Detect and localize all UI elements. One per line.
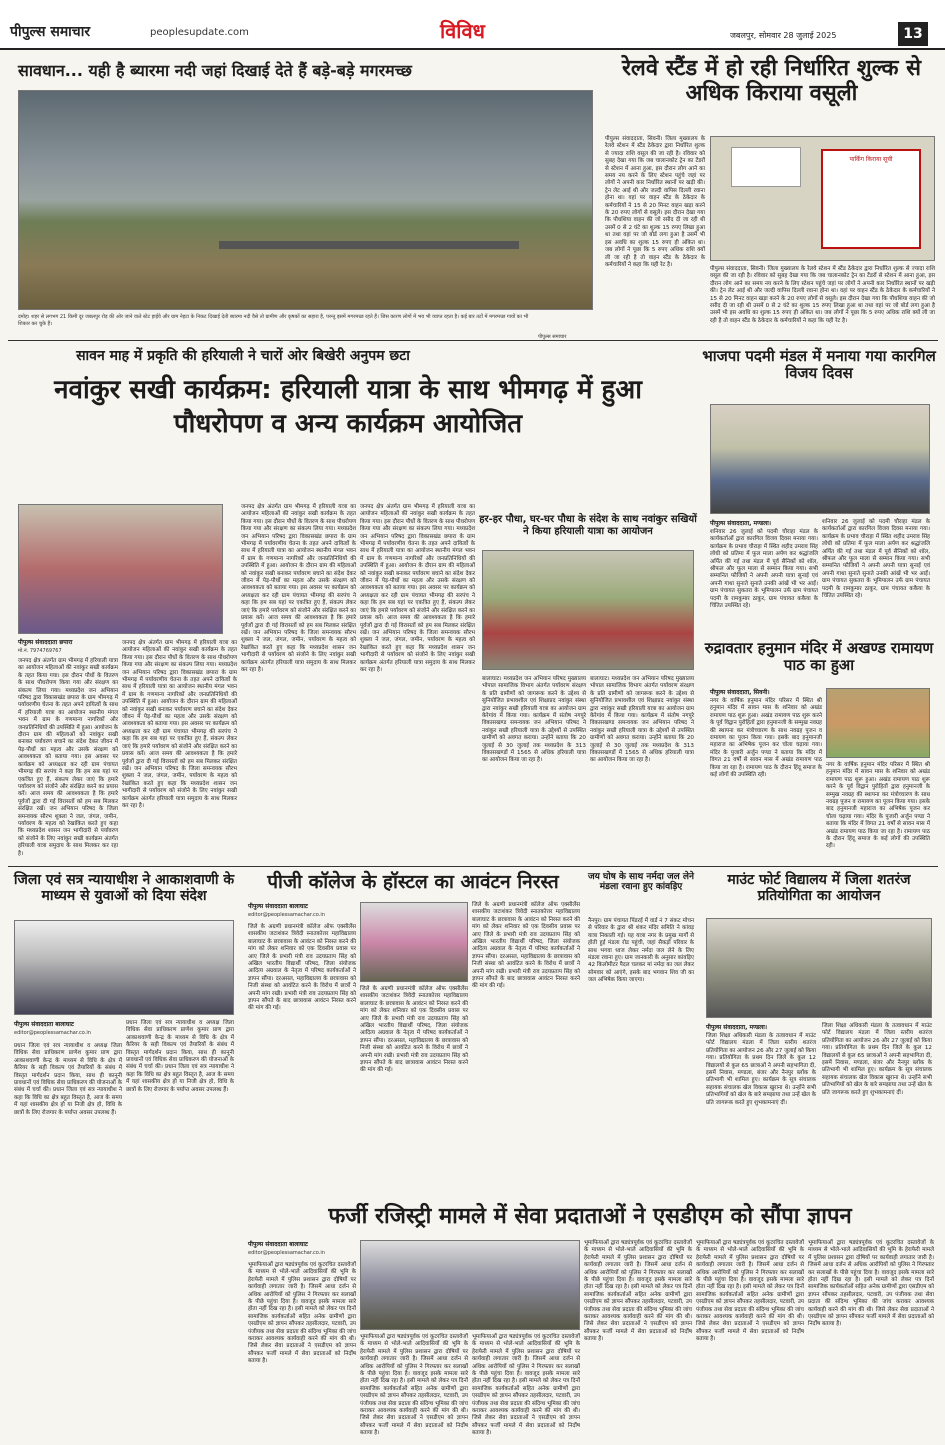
headline: रुद्रावतार हनुमान मंदिर में अखण्ड रामायण पाठ का हुआ	[704, 639, 934, 675]
email: editor@peoplessamachar.co.in	[248, 1250, 325, 1256]
article-judge	[8, 868, 240, 1428]
temple-photo	[826, 688, 930, 758]
section-title: विविध	[440, 19, 485, 43]
article-body-5: भूमाफियाओं द्वारा षड्यंत्रपूर्वक एवं कूटरचित दस्तावेजों के माध्यम से भोले-भाले आदिवासियों की भूमि के हेराफेरी मामले में पुलिस प्रशासन द्वारा दोषियों पर कार्यवाही लगातार जारी है। जिसमें आधा दर्जन से अधिक आरोपियों को पुलिस ने गिरफ्तार कर सलाखों के पीछे पहुंचा दिया है। वावजूद इसके मामला सारे होता नहीं दिख रहा है। इसी मामले को लेकर पत्र दिनों सामाजिक कार्यकर्ताओं सहित अनेक ग्रामीणों द्वारा एसडीएम को ज्ञापन सौंपकर तहसीलदार, पटवारी, उप पंजीयक तथा सेवा प्रदाता की संदिग्ध भूमिका की जांच कराकर आवश्यक कार्यवाही करने की मांग की थी। जिसे लेकर सेवा प्रदाताओं ने एसडीएम को ज्ञापन सौंपकर फर्जी मामले में सेवा प्रदाताओं को निर्दोष बताया है।	[696, 1240, 804, 1343]
page-number: 13	[898, 22, 928, 46]
article-body-cont: पीपुल्स संवाददाता, सिवनी। जिला मुख्यालय के रेलवे स्टेशन में स्टैंड ठेकेदार द्वारा निर्धारित शुल्क से ज्यादा राशि वसूल की जा रही है। रविवार को सुबह देखा गया कि जब चालानकोट ट्रेन का टेंडरों से स्टेशन में आना हुआ, इस दौरान लोग आने का समय नय करने के लिए स्टेशन पहुंचे जहां पर लोगों ने अपनी कार निर्धारित स्थानों पर खड़ी की। ट्रेन लेट आई थी और जल्दी वापिस दिल्ली रवाना होना था। वहां पर वाहन स्टैंड के ठेकेदार के कर्मचारियों ने 15 से 20 मिनट वाहन खड़ा करने के 20 रुपए लोगों से वसूले। इस दौरान देखा गया कि पौधशिया वाहन की जो रसीद दी जा रही थी उसमें 0 से 2 घंटे का शुल्क 15 रुपए लिखा हुआ था तथा वहां पर जो बोर्ड लगा हुआ है उसमें भी इस अवधि का शुल्क 15 रुपए ही अंकित था। जब लोगों ने पूछा कि 5 रुपए अधिक राशि क्यों ली जा रही है तो वाहन स्टैंड के ठेकेदार के कर्मचारियों ने कहा कि यही रेट है।	[710, 266, 935, 324]
headline: जय घोष के साथ नर्मदा जल लेने मंडला रवाना हुए कांवड़िए	[588, 872, 694, 893]
dateline: जबलपुर, सोमवार 28 जुलाई 2025	[730, 31, 837, 40]
headline: जिला एवं सत्र न्यायाधीश ने आकाशवाणी के माध्यम से युवाओं को दिया संदेश	[13, 872, 235, 905]
article-kanwar	[584, 868, 698, 1198]
article-body-2: जिले के अग्रणी प्रधानमंत्री कॉलेज ऑफ एक्सीलेंस शासकीय जटाशंकर त्रिवेदी स्नातकोत्तर महाविद्यालय बालाघाट के छात्रावास के आवंटन को निरस्त करने की मांग को लेकर शनिवार को एक दिवसीय प्रवास पर आए जिले के प्रभारी मंत्री राव उदयप्रताप सिंह को अखिल भारतीय विद्यार्थी परिषद, जिला संयोजक आदित्य अग्रवाल के नेतृत्व में परिषद कार्यकर्ताओं ने ज्ञापन सौंपा। दरअसल, महाविद्यालय के छात्रावास को निजी संस्था को आवंटित करने के विरोध में छात्रों ने अपनी मांग रखी। प्रभारी मंत्री राव उदयप्रताप सिंह को ज्ञापन सौंपते के बाद छात्रावास आवंटन निरस्त करने की मांग की गई।	[360, 986, 468, 1074]
byline: पीपुल्स संवाददाता बालाघाट	[248, 903, 308, 910]
headline: सावधान... यही है ब्यारमा नदी जहां दिखाई देते हैं बड़े-बड़े मगरमच्छ	[18, 61, 412, 80]
memo-photo	[360, 1240, 580, 1330]
article-body-4: भूमाफियाओं द्वारा षड्यंत्रपूर्वक एवं कूटरचित दस्तावेजों के माध्यम से भोले-भाले आदिवासियों की भूमि के हेराफेरी मामले में पुलिस प्रशासन द्वारा दोषियों पर कार्यवाही लगातार जारी है। जिसमें आधा दर्जन से अधिक आरोपियों को पुलिस ने गिरफ्तार कर सलाखों के पीछे पहुंचा दिया है। वावजूद इसके मामला सारे होता नहीं दिख रहा है। इसी मामले को लेकर पत्र दिनों सामाजिक कार्यकर्ताओं सहित अनेक ग्रामीणों द्वारा एसडीएम को ज्ञापन सौंपकर तहसीलदार, पटवारी, उप पंजीयक तथा सेवा प्रदाता की संदिग्ध भूमिका की जांच कराकर आवश्यक कार्यवाही करने की मांग की थी। जिसे लेकर सेवा प्रदाताओं ने एसडीएम को ज्ञापन सौंपकर फर्जी मामले में सेवा प्रदाताओं को निर्दोष बताया है।	[584, 1240, 692, 1343]
email: editor@peoplessamachar.co.in	[248, 912, 325, 918]
article-chess	[700, 868, 938, 1198]
article-body-3: जिले के अग्रणी प्रधानमंत्री कॉलेज ऑफ एक्सीलेंस शासकीय जटाशंकर त्रिवेदी स्नातकोत्तर महाविद्यालय बालाघाट के छात्रावास के आवंटन को निरस्त करने की मांग को लेकर शनिवार को एक दिवसीय प्रवास पर आए जिले के प्रभारी मंत्री राव उदयप्रताप सिंह को अखिल भारतीय विद्यार्थी परिषद, जिला संयोजक आदित्य अग्रवाल के नेतृत्व में परिषद कार्यकर्ताओं ने ज्ञापन सौंपा। दरअसल, महाविद्यालय के छात्रावास को निजी संस्था को आवंटित करने के विरोध में छात्रों ने अपनी मांग रखी। प्रभारी मंत्री राव उदयप्रताप सिंह को ज्ञापन सौंपते के बाद छात्रावास आवंटन निरस्त करने की मांग की गई।	[472, 902, 580, 990]
article-body: जिले के अग्रणी प्रधानमंत्री कॉलेज ऑफ एक्सीलेंस शासकीय जटाशंकर त्रिवेदी स्नातकोत्तर महाविद्यालय बालाघाट के छात्रावास के आवंटन को निरस्त करने की मांग को लेकर शनिवार को एक दिवसीय प्रवास पर आए जिले के प्रभारी मंत्री राव उदयप्रताप सिंह को अखिल भारतीय विद्यार्थी परिषद, जिला संयोजक आदित्य अग्रवाल के नेतृत्व में परिषद कार्यकर्ताओं ने ज्ञापन सौंपा। दरअसल, महाविद्यालय के छात्रावास को निजी संस्था को आवंटित करने के विरोध में छात्रों ने अपनी मांग रखी। प्रभारी मंत्री राव उदयप्रताप सिंह को ज्ञापन सौंपते के बाद छात्रावास आवंटन निरस्त करने की मांग की गई।	[248, 924, 356, 1012]
article-body-2: शनिवार 26 जुलाई को पदमी चौराहा मंडल के कार्यकर्ताओं द्वारा कारगिल विजय दिवस मनाया गया। कार्यक्रम के प्रभाव चौराहा में स्थित शहीद उमराव सिंह लोधी को प्रतिमा में फूल माला अर्पण कर श्रद्धांजलि अर्पित की गई तथा मंडल में पूर्व सैनिकों को शॉल, श्रीफल और फूल माला से सम्मान किया गया। सभी सम्मानित फौजियों ने अपनी अपनी यात्रा सुनाई एवं अपनी गाथा सुनाते सुनाते उनकी आंखें भी भर आईं। ग्राम पंचायत सुकतरा के भूमिपालन उर्फ ग्राम पंचायत पदमी के रामकुमार ठाकुर, ग्राम पंचायत ककैया के चिंतित उपस्थित रहे।	[822, 519, 930, 600]
byline: पीपुल्स संवाददाता, मण्डला।	[706, 1024, 768, 1031]
article-fake-registry	[242, 1200, 938, 1437]
parking-sign: पार्किंग किराया सूची	[821, 149, 921, 249]
headline: हर-हर पौधा, घर-घर पौधा के संदेश के साथ नवांकुर सखियों ने किया हरियाली यात्रा का आयोजन	[479, 514, 697, 537]
article-pg-college	[242, 868, 584, 1198]
article-body: जनपद क्षेत्र अंतर्गत ग्राम भीमगढ़ में हरियाली यात्रा का आयोजन महिलाओं की नवांकुर सखी कार्यक्रम के तहत किया गया। इस दौरान पौधों के वितरण के साथ पौधरोपण किया गया और संरक्षण का संकल्प लिया गया। मध्यप्रदेश जन अभियान परिषद द्वारा विकासखंड छपारा के ग्राम भीमगढ़ में पर्यावरणीय चेतना के तहत अपने दायित्वों के साथ में हरियाली यात्रा का आयोजन स्थानीय मंगल भवन में ग्राम के गणमान्य नागरिकों और जनप्रतिनिधियों की उपस्थिति में हुआ। आयोजन के दौरान ग्राम की महिलाओं को नवांकुर सखी बनाकर पर्यावरण बचाने का संदेश देकर जीवन में पेड़-पौधों का महत्व और उसके संरक्षण को आवश्यकता को बताया गया। इस अवसर पर कार्यक्रम को अध्यक्षता कर रही ग्राम पंचायत भीमगढ़ की सरपंच ने कहा कि हम सब यहां पर एकत्रित हुए हैं, संकल्प लेकर जाएं कि हमारे पर्यावरण को संजोने और संरक्षित करने का प्रयास करें। आज समय की आवश्यकता है कि हमारे पूर्वजों द्वारा दी गई विरासतों को हम सब मिलकर संरक्षित रखें। जन अभियान परिषद के जिला समन्वयक सौरभ शुक्ला ने जल, जंगल, जमीन, पर्यावरण के महत्व को रेखांकित करते हुए कहा कि मध्यप्रदेश शासन जन भागीदारी से पर्यावरण को संजोने के लिए नवांकुर सखी कार्यक्रम अंतर्गत हरियाली यात्रा समुदाय के साथ मिलकर कर रहा है।	[18, 658, 118, 857]
college-photo	[360, 902, 468, 982]
article-body: जिला शिक्षा अधिकारी मंडला के तत्वावधान में माउंट फोर्ट विद्यालय मंडला में जिला स्तरीय शतरंज प्रतियोगिता का आयोजन 26 और 27 जुलाई को किया गया। प्रतियोगिता के प्रथम दिन जिले के कुल 12 विद्यालयों से कुल 65 छात्राओं ने अपनी सहभागिता दी, इसमें निवास, मण्डला, बंजर और नैनपुर ब्लॉक के प्रतिभागी भी शामिल हुए। कार्यक्रम के सूत्र संचालक सहायक संचालक खेल विकास खुराना थे। उन्होंने सभी प्रतिभागियों को खेल के बारे समझाया तथा उन्हें खेल के प्रति जागरूक करते हुए शुभकामनाएं दीं।	[706, 1033, 816, 1106]
yatra-photo	[482, 550, 694, 670]
judge-photo	[14, 920, 234, 1015]
article-kargil	[700, 344, 938, 634]
chess-photo	[706, 918, 932, 1018]
article-body-3: जनपद क्षेत्र अंतर्गत ग्राम भीमगढ़ में हरियाली यात्रा का आयोजन महिलाओं की नवांकुर सखी कार्यक्रम के तहत किया गया। इस दौरान पौधों के वितरण के साथ पौधरोपण किया गया और संरक्षण का संकल्प लिया गया। मध्यप्रदेश जन अभियान परिषद द्वारा विकासखंड छपारा के ग्राम भीमगढ़ में पर्यावरणीय चेतना के तहत अपने दायित्वों के साथ में हरियाली यात्रा का आयोजन स्थानीय मंगल भवन में ग्राम के गणमान्य नागरिकों और जनप्रतिनिधियों की उपस्थिति में हुआ। आयोजन के दौरान ग्राम की महिलाओं को नवांकुर सखी बनाकर पर्यावरण बचाने का संदेश देकर जीवन में पेड़-पौधों का महत्व और उसके संरक्षण को आवश्यकता को बताया गया। इस अवसर पर कार्यक्रम को अध्यक्षता कर रही ग्राम पंचायत भीमगढ़ की सरपंच ने कहा कि हम सब यहां पर एकत्रित हुए हैं, संकल्प लेकर जाएं कि हमारे पर्यावरण को संजोने और संरक्षित करने का प्रयास करें। आज समय की आवश्यकता है कि हमारे पूर्वजों द्वारा दी गई विरासतों को हम सब मिलकर संरक्षित रखें। जन अभियान परिषद के जिला समन्वयक सौरभ शुक्ला ने जल, जंगल, जमीन, पर्यावरण के महत्व को रेखांकित करते हुए कहा कि मध्यप्रदेश शासन जन भागीदारी से पर्यावरण को संजोने के लिए नवांकुर सखी कार्यक्रम अंतर्गत हरियाली यात्रा समुदाय के साथ मिलकर कर रहा है।	[241, 504, 356, 673]
mobile-number: मो.नं. 7974769767	[18, 648, 62, 654]
article-green-yatra	[478, 510, 698, 864]
headline: फर्जी रजिस्ट्री मामले में सेवा प्रदाताओं ने एसडीएम को सौंपा ज्ञापन	[328, 1204, 852, 1229]
article-body-2: प्रधान जिला एवं सत्र न्यायाधीश व अध्यक्ष जिला विधिक सेवा प्राधिकरण प्राणेश कुमार प्राण द्वारा आकाशवाणी केन्द्र के माध्यम से विधि के क्षेत्र में कैरियर के सही विकल्प एवं तैयारियों के संबंध में विस्तृत मार्गदर्शन प्रदान किया, साथ ही कानूनी प्रावधानों एवं विधिक सेवा प्राधिकरण की योजनाओं के संबंध में चर्चा की। प्रधान जिला एवं सत्र न्यायाधीश ने कहा कि विधि का क्षेत्र बहुत विस्तृत है, आज के समय में यहां शासकीय क्षेत्र हो या निजी क्षेत्र हो, विधि के छात्रों के लिए रोजगार के पर्याप्त अवसर उपलब्ध हैं।	[126, 1020, 234, 1093]
article-hanuman	[700, 636, 938, 864]
headline: नवांकुर सखी कार्यक्रम: हरियाली यात्रा के साथ भीमगढ़ में हुआ पौधरोपण व अन्य कार्यक्रम आयोजित	[54, 375, 642, 439]
photo-credit: पीपुल्स समाचार	[538, 334, 567, 340]
site-url: peoplesupdate.com	[150, 27, 249, 38]
article-body-6: भूमाफियाओं द्वारा षड्यंत्रपूर्वक एवं कूटरचित दस्तावेजों के माध्यम से भोले-भाले आदिवासियों की भूमि के हेराफेरी मामले में पुलिस प्रशासन द्वारा दोषियों पर कार्यवाही लगातार जारी है। जिसमें आधा दर्जन से अधिक आरोपियों को पुलिस ने गिरफ्तार कर सलाखों के पीछे पहुंचा दिया है। वावजूद इसके मामला सारे होता नहीं दिख रहा है। इसी मामले को लेकर पत्र दिनों सामाजिक कार्यकर्ताओं सहित अनेक ग्रामीणों द्वारा एसडीएम को ज्ञापन सौंपकर तहसीलदार, पटवारी, उप पंजीयक तथा सेवा प्रदाता की संदिग्ध भूमिका की जांच कराकर आवश्यक कार्यवाही करने की मांग की थी। जिसे लेकर सेवा प्रदाताओं ने एसडीएम को ज्ञापन सौंपकर फर्जी मामले में सेवा प्रदाताओं को निर्दोष बताया है।	[808, 1240, 934, 1328]
headline: माउंट फोर्ट विद्यालय में जिला शतरंज प्रतियोगिता का आयोजन	[727, 872, 911, 905]
kargil-photo	[710, 404, 930, 514]
headline: रेलवे स्टैंड में हो रही निर्धारित शुल्क से अधिक किराया वसूली	[621, 56, 922, 107]
article-body: प्रधान जिला एवं सत्र न्यायाधीश व अध्यक्ष जिला विधिक सेवा प्राधिकरण प्राणेश कुमार प्राण द्वारा आकाशवाणी केन्द्र के माध्यम से विधि के क्षेत्र में कैरियर के सही विकल्प एवं तैयारियों के संबंध में विस्तृत मार्गदर्शन प्रदान किया, साथ ही कानूनी प्रावधानों एवं विधिक सेवा प्राधिकरण की योजनाओं के संबंध में चर्चा की। प्रधान जिला एवं सत्र न्यायाधीश ने कहा कि विधि का क्षेत्र बहुत विस्तृत है, आज के समय में यहां शासकीय क्षेत्र हो या निजी क्षेत्र हो, विधि के छात्रों के लिए रोजगार के पर्याप्त अवसर उपलब्ध हैं।	[14, 1043, 122, 1116]
article-river	[8, 56, 603, 356]
byline: पीपुल्स संवाददाता, मण्डला।	[710, 520, 772, 527]
photo-caption: दमोह। शहर से लगभग 21 किमी दूर जबलपुर रोड़ की ओर जाने वाले स्टेट हाईवे और ग्राम नेहटा के निकट दिखाई देती ब्यारमा नदी वैसे तो ग्रामीण और कृषकों का सहारा है, परन्तु इसमें मगरमच्छ रहते हैं। जिस कारण लोगों में भय भी व्याप्त रहता है। कई बार तटों में मगरमच्छ गायों का भी शिकार कर चुके हैं।	[18, 314, 529, 327]
article-body: नगर के वार्षिक हनुमान मंदिर परिसर में स्थित श्री हनुमान मंदिर में सावन मास के शनिवार को अखंड रामायण पाठ शुरू हुआ। अखंड रामायण पाठ शुरू करने के पूर्व विद्वान पुरोहितों द्वारा हनुमानजी के सम्मुख नवग्रह की स्थापना कर मंत्रोच्चारण के साथ नवग्रह पूजन व रामायण का पूजन किया गया। इसके बाद हनुमानजी महाराज का अभिषेक पूजन कर चोला चढ़ाया गया। मंदिर के पुजारी अर्जुन पण्डा ने बताया कि मंदिर में विगत 21 वर्षों से सावन मास में अखंड रामायण पाठ किया जा रहा है। रामायण पाठ के दौरान हिंदू समाज के कई लोगों की उपस्थिति रही।	[710, 698, 822, 779]
article-body-2: जिला शिक्षा अधिकारी मंडला के तत्वावधान में माउंट फोर्ट विद्यालय मंडला में जिला स्तरीय शतरंज प्रतियोगिता का आयोजन 26 और 27 जुलाई को किया गया। प्रतियोगिता के प्रथम दिन जिले के कुल 12 विद्यालयों से कुल 65 छात्राओं ने अपनी सहभागिता दी, इसमें निवास, मण्डला, बंजर और नैनपुर ब्लॉक के प्रतिभागी भी शामिल हुए। कार्यक्रम के सूत्र संचालक सहायक संचालक खेल विकास खुराना थे। उन्होंने सभी प्रतिभागियों को खेल के बारे समझाया तथा उन्हें खेल के प्रति जागरूक करते हुए शुभकामनाएं दीं।	[822, 1023, 932, 1096]
river-photo	[18, 90, 593, 310]
article-railway-stand	[605, 56, 938, 340]
article-body-3: भूमाफियाओं द्वारा षड्यंत्रपूर्वक एवं कूटरचित दस्तावेजों के माध्यम से भोले-भाले आदिवासियों की भूमि के हेराफेरी मामले में पुलिस प्रशासन द्वारा दोषियों पर कार्यवाही लगातार जारी है। जिसमें आधा दर्जन से अधिक आरोपियों को पुलिस ने गिरफ्तार कर सलाखों के पीछे पहुंचा दिया है। वावजूद इसके मामला सारे होता नहीं दिख रहा है। इसी मामले को लेकर पत्र दिनों सामाजिक कार्यकर्ताओं सहित अनेक ग्रामीणों द्वारा एसडीएम को ज्ञापन सौंपकर तहसीलदार, पटवारी, उप पंजीयक तथा सेवा प्रदाता की संदिग्ध भूमिका की जांच कराकर आवश्यक कार्यवाही करने की मांग की थी। जिसे लेकर सेवा प्रदाताओं ने एसडीएम को ज्ञापन सौंपकर फर्जी मामले में सेवा प्रदाताओं को निर्दोष बताया है।	[472, 1334, 580, 1437]
headline: पीजी कॉलेज के हॉस्टल का आवंटन निरस्त	[267, 871, 559, 893]
article-body: भूमाफियाओं द्वारा षड्यंत्रपूर्वक एवं कूटरचित दस्तावेजों के माध्यम से भोले-भाले आदिवासियों की भूमि के हेराफेरी मामले में पुलिस प्रशासन द्वारा दोषियों पर कार्यवाही लगातार जारी है। जिसमें आधा दर्जन से अधिक आरोपियों को पुलिस ने गिरफ्तार कर सलाखों के पीछे पहुंचा दिया है। वावजूद इसके मामला सारे होता नहीं दिख रहा है। इसी मामले को लेकर पत्र दिनों सामाजिक कार्यकर्ताओं सहित अनेक ग्रामीणों द्वारा एसडीएम को ज्ञापन सौंपकर तहसीलदार, पटवारी, उप पंजीयक तथा सेवा प्रदाता की संदिग्ध भूमिका की जांच कराकर आवश्यक कार्यवाही करने की मांग की थी। जिसे लेकर सेवा प्रदाताओं ने एसडीएम को ज्ञापन सौंपकर फर्जी मामले में सेवा प्रदाताओं को निर्दोष बताया है।	[248, 1262, 356, 1365]
gathering-photo	[18, 504, 223, 634]
byline: पीपुल्स संवाददाता बालाघाट	[14, 1021, 74, 1028]
article-body-4: जनपद क्षेत्र अंतर्गत ग्राम भीमगढ़ में हरियाली यात्रा का आयोजन महिलाओं की नवांकुर सखी कार्यक्रम के तहत किया गया। इस दौरान पौधों के वितरण के साथ पौधरोपण किया गया और संरक्षण का संकल्प लिया गया। मध्यप्रदेश जन अभियान परिषद द्वारा विकासखंड छपारा के ग्राम भीमगढ़ में पर्यावरणीय चेतना के तहत अपने दायित्वों के साथ में हरियाली यात्रा का आयोजन स्थानीय मंगल भवन में ग्राम के गणमान्य नागरिकों और जनप्रतिनिधियों की उपस्थिति में हुआ। आयोजन के दौरान ग्राम की महिलाओं को नवांकुर सखी बनाकर पर्यावरण बचाने का संदेश देकर जीवन में पेड़-पौधों का महत्व और उसके संरक्षण को आवश्यकता को बताया गया। इस अवसर पर कार्यक्रम को अध्यक्षता कर रही ग्राम पंचायत भीमगढ़ की सरपंच ने कहा कि हम सब यहां पर एकत्रित हुए हैं, संकल्प लेकर जाएं कि हमारे पर्यावरण को संजोने और संरक्षित करने का प्रयास करें। आज समय की आवश्यकता है कि हमारे पूर्वजों द्वारा दी गई विरासतों को हम सब मिलकर संरक्षित रखें। जन अभियान परिषद के जिला समन्वयक सौरभ शुक्ला ने जल, जंगल, जमीन, पर्यावरण के महत्व को रेखांकित करते हुए कहा कि मध्यप्रदेश शासन जन भागीदारी से पर्यावरण को संजोने के लिए नवांकुर सखी कार्यक्रम अंतर्गत हरियाली यात्रा समुदाय के साथ मिलकर कर रहा है।	[360, 504, 475, 673]
headline: भाजपा पदमी मंडल में मनाया गया कारगिल विजय दिवस	[702, 347, 936, 383]
article-body: नैनपुर। ग्राम पंचायत पिंडरई में वार्ड नं 7 संकट मोचन से परिवार के द्वारा श्री शंकर मंदिर समिति ने कांवड़ यात्रा निकाली गई। यह यात्रा नगर के प्रमुख मार्गों से होती हुई मंडला रोड पहुंची, जहां सैकड़ों परिवार के साथ भगवा ध्वज लेकर नर्मदा जल लेने के लिए मंडला रवाना हुए। ग्राम जानकारी के अनुसार कांवड़िए 42 किलोमीटर पैदल चलकर मां नर्मदा का जल लेकर सोमवार को आएंगे, इसके बाद भगवान शिव जी का जल अभिषेक किया जाएगा।	[588, 918, 694, 984]
email: editor@peoplessamachar.co.in	[14, 1030, 91, 1036]
parking-photo	[710, 136, 935, 261]
byline: पीपुल्स संवाददाता बालाघाट	[248, 1241, 308, 1248]
article-body: शनिवार 26 जुलाई को पदमी चौराहा मंडल के कार्यकर्ताओं द्वारा कारगिल विजय दिवस मनाया गया। कार्यक्रम के प्रभाव चौराहा में स्थित शहीद उमराव सिंह लोधी को प्रतिमा में फूल माला अर्पण कर श्रद्धांजलि अर्पित की गई तथा मंडल में पूर्व सैनिकों को शॉल, श्रीफल और फूल माला से सम्मान किया गया। सभी सम्मानित फौजियों ने अपनी अपनी यात्रा सुनाई एवं अपनी गाथा सुनाते सुनाते उनकी आंखें भी भर आईं। ग्राम पंचायत सुकतरा के भूमिपालन उर्फ ग्राम पंचायत पदमी के रामकुमार ठाकुर, ग्राम पंचायत ककैया के चिंतित उपस्थित रहे।	[710, 529, 818, 610]
article-body-2: भूमाफियाओं द्वारा षड्यंत्रपूर्वक एवं कूटरचित दस्तावेजों के माध्यम से भोले-भाले आदिवासियों की भूमि के हेराफेरी मामले में पुलिस प्रशासन द्वारा दोषियों पर कार्यवाही लगातार जारी है। जिसमें आधा दर्जन से अधिक आरोपियों को पुलिस ने गिरफ्तार कर सलाखों के पीछे पहुंचा दिया है। वावजूद इसके मामला सारे होता नहीं दिख रहा है। इसी मामले को लेकर पत्र दिनों सामाजिक कार्यकर्ताओं सहित अनेक ग्रामीणों द्वारा एसडीएम को ज्ञापन सौंपकर तहसीलदार, पटवारी, उप पंजीयक तथा सेवा प्रदाता की संदिग्ध भूमिका की जांच कराकर आवश्यक कार्यवाही करने की मांग की थी। जिसे लेकर सेवा प्रदाताओं ने एसडीएम को ज्ञापन सौंपकर फर्जी मामले में सेवा प्रदाताओं को निर्दोष बताया है।	[360, 1334, 468, 1437]
byline: पीपुल्स संवाददाता, सिवनी।	[710, 689, 770, 696]
article-body-2: बालाघाट। मध्यप्रदेश जन अभियान परिषद मुख्यालय भोपाल सामाजिक विभाग अंतर्गत पर्यावरण संरक्षण के प्रति ग्रामीणों को जागरूक करने के उद्देश्य से सुनियोजित प्रभावशील एवं शिक्षाप्रद नवांकुर संस्था द्वारा नवांकुर सखी हरियाली यात्रा का आयोजन ग्राम केरेगांव में किया गया। कार्यक्रम में संतोष नगपुरे विकासखण्ड समन्वयक जन अभियान परिषद ने नवांकुर सखी हरियाली यात्रा के उद्देश्यों से उपस्थित ग्रामीणों को अवगत कराया। उन्होंने बताया कि 20 जुलाई से 30 जुलाई तक मध्यप्रदेश के 313 विकासखण्डों में 1565 से अधिक हरियाली यात्रा का आयोजन किया जा रहा है।	[590, 676, 694, 764]
masthead	[0, 0, 945, 50]
kicker: सावन माह में प्रकृति की हरियाली ने चारों ओर बिखेरी अनुपम छटा	[76, 348, 410, 364]
article-body: पीपुल्स संवाददाता, सिवनी। जिला मुख्यालय के रेलवे स्टेशन में स्टैंड ठेकेदार द्वारा निर्धारित शुल्क से ज्यादा राशि वसूल की जा रही है। रविवार को सुबह देखा गया कि जब चालानकोट ट्रेन का टेंडरों से स्टेशन में आना हुआ, इस दौरान लोग आने का समय नय करने के लिए स्टेशन पहुंचे जहां पर लोगों ने अपनी कार निर्धारित स्थानों पर खड़ी की। ट्रेन लेट आई थी और जल्दी वापिस दिल्ली रवाना होना था। वहां पर वाहन स्टैंड के ठेकेदार के कर्मचारियों ने 15 से 20 मिनट वाहन खड़ा करने के 20 रुपए लोगों से वसूले। इस दौरान देखा गया कि पौधशिया वाहन की जो रसीद दी जा रही थी उसमें 0 से 2 घंटे का शुल्क 15 रुपए लिखा हुआ था तथा वहां पर जो बोर्ड लगा हुआ है उसमें भी इस अवधि का शुल्क 15 रुपए ही अंकित था। जब लोगों ने पूछा कि 5 रुपए अधिक राशि क्यों ली जा रही है तो वाहन स्टैंड के ठेकेदार के कर्मचारियों ने कहा कि यही रेट है।	[605, 136, 705, 268]
byline: पीपुल्स संवाददाता छपारा	[18, 639, 73, 646]
logo: पीपुल्स समाचार	[10, 24, 91, 40]
article-body: बालाघाट। मध्यप्रदेश जन अभियान परिषद मुख्यालय भोपाल सामाजिक विभाग अंतर्गत पर्यावरण संरक्षण के प्रति ग्रामीणों को जागरूक करने के उद्देश्य से सुनियोजित प्रभावशील एवं शिक्षाप्रद नवांकुर संस्था द्वारा नवांकुर सखी हरियाली यात्रा का आयोजन ग्राम केरेगांव में किया गया। कार्यक्रम में संतोष नगपुरे विकासखण्ड समन्वयक जन अभियान परिषद ने नवांकुर सखी हरियाली यात्रा के उद्देश्यों से उपस्थित ग्रामीणों को अवगत कराया। उन्होंने बताया कि 20 जुलाई से 30 जुलाई तक मध्यप्रदेश के 313 विकासखण्डों में 1565 से अधिक हरियाली यात्रा का आयोजन किया जा रहा है।	[482, 676, 586, 764]
article-body-2: जनपद क्षेत्र अंतर्गत ग्राम भीमगढ़ में हरियाली यात्रा का आयोजन महिलाओं की नवांकुर सखी कार्यक्रम के तहत किया गया। इस दौरान पौधों के वितरण के साथ पौधरोपण किया गया और संरक्षण का संकल्प लिया गया। मध्यप्रदेश जन अभियान परिषद द्वारा विकासखंड छपारा के ग्राम भीमगढ़ में पर्यावरणीय चेतना के तहत अपने दायित्वों के साथ में हरियाली यात्रा का आयोजन स्थानीय मंगल भवन में ग्राम के गणमान्य नागरिकों और जनप्रतिनिधियों की उपस्थिति में हुआ। आयोजन के दौरान ग्राम की महिलाओं को नवांकुर सखी बनाकर पर्यावरण बचाने का संदेश देकर जीवन में पेड़-पौधों का महत्व और उसके संरक्षण को आवश्यकता को बताया गया। इस अवसर पर कार्यक्रम को अध्यक्षता कर रही ग्राम पंचायत भीमगढ़ की सरपंच ने कहा कि हम सब यहां पर एकत्रित हुए हैं, संकल्प लेकर जाएं कि हमारे पर्यावरण को संजोने और संरक्षित करने का प्रयास करें। आज समय की आवश्यकता है कि हमारे पूर्वजों द्वारा दी गई विरासतों को हम सब मिलकर संरक्षित रखें। जन अभियान परिषद के जिला समन्वयक सौरभ शुक्ला ने जल, जंगल, जमीन, पर्यावरण के महत्व को रेखांकित करते हुए कहा कि मध्यप्रदेश शासन जन भागीदारी से पर्यावरण को संजोने के लिए नवांकुर सखी कार्यक्रम अंतर्गत हरियाली यात्रा समुदाय के साथ मिलकर कर रहा है।	[122, 640, 237, 809]
article-body-2: नगर के वार्षिक हनुमान मंदिर परिसर में स्थित श्री हनुमान मंदिर में सावन मास के शनिवार को अखंड रामायण पाठ शुरू हुआ। अखंड रामायण पाठ शुरू करने के पूर्व विद्वान पुरोहितों द्वारा हनुमानजी के सम्मुख नवग्रह की स्थापना कर मंत्रोच्चारण के साथ नवग्रह पूजन व रामायण का पूजन किया गया। इसके बाद हनुमानजी महाराज का अभिषेक पूजन कर चोला चढ़ाया गया। मंदिर के पुजारी अर्जुन पण्डा ने बताया कि मंदिर में विगत 21 वर्षों से सावन मास में अखंड रामायण पाठ किया जा रहा है। रामायण पाठ के दौरान हिंदू समाज के कई लोगों की उपस्थिति रही।	[826, 762, 930, 850]
